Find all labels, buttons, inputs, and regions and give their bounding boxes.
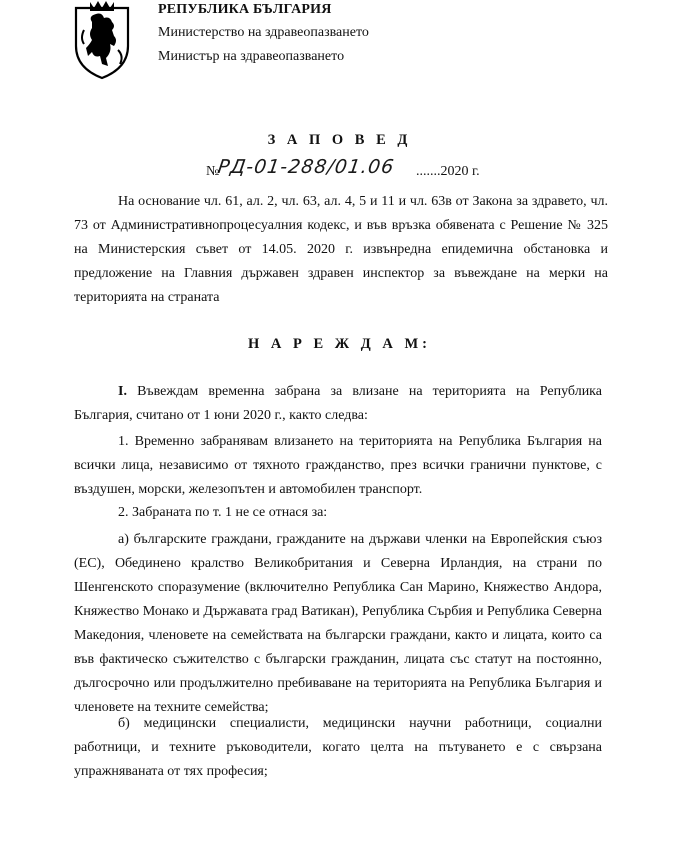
order-number-line: [190, 156, 510, 188]
coat-of-arms-icon: [62, 0, 142, 80]
number-sign: №: [206, 164, 220, 179]
header-title: РЕПУБЛИКА БЪЛГАРИЯ: [158, 2, 332, 17]
order-heading: Н А Р Е Ж Д А М:: [248, 336, 431, 352]
item-1-paragraph: [74, 430, 602, 502]
document-type-title: З А П О В Е Д: [267, 132, 412, 148]
minister-title: Министър на здравеопазването: [158, 49, 345, 64]
item-1-text: Временно забранявам влизането на територията на Република България на всички лица, независимо от тяхното гражданство, през всички гранични пунктове, с въздушен, морски, железопътен и автомобилен транспорт.: [74, 434, 603, 497]
section-I-number: I.: [118, 384, 127, 399]
item-2-paragraph: 2. Забраната по т. 1 не се отнася за:: [118, 505, 328, 520]
item-a-paragraph: а) българските граждани, гражданите на държави членки на Европейския съюз (ЕС), Обединено кралство Великобритания и Северна Ирландия, на страни по Шенгенското споразумение (включително Република Сан Марино, Княжество Андора, Княжество Монако и Държавата град Ватикан), Република Сърбия и Република Северна Македония, членовете на семействата на български граждани, както и лицата, които са във фактическо съжителство с български гражданин, лицата със статут на постоянно, дългосрочно или продължително пребиваване на територията на Република България и членовете на техните семейства;: [74, 532, 602, 715]
ministry-name: Министерство на здравеопазването: [158, 25, 369, 40]
order-date-year: .......2020 г.: [416, 164, 480, 179]
item-1-number: 1.: [118, 434, 129, 449]
section-I-paragraph: [74, 380, 602, 428]
handwritten-order-number: РД-01-288/01.06: [216, 156, 396, 178]
item-b-paragraph: б) медицински специалисти, медицински научни работници, социални работници, и техните ръководители, когато целта на пътуването е с свързана упражняваната от тях професия;: [74, 716, 602, 779]
legal-basis-paragraph: На основание чл. 61, ал. 2, чл. 63, ал. 4, 5 и 11 и чл. 63в от Закона за здравето, чл. 73 от Административнопроцесуалния кодекс, и във връзка обявената с Решение № 325 на Министерския съвет от 14.05. 2020 г. извънредна епидемична обстановка и предложение на Главния държавен здравен инспектор за въвеждане на мерки на територията на страната: [74, 194, 608, 305]
section-I-text: Въвеждам временна забрана за влизане на територията на Република България, считано от 1 юни 2020 г., както следва:: [74, 384, 602, 423]
